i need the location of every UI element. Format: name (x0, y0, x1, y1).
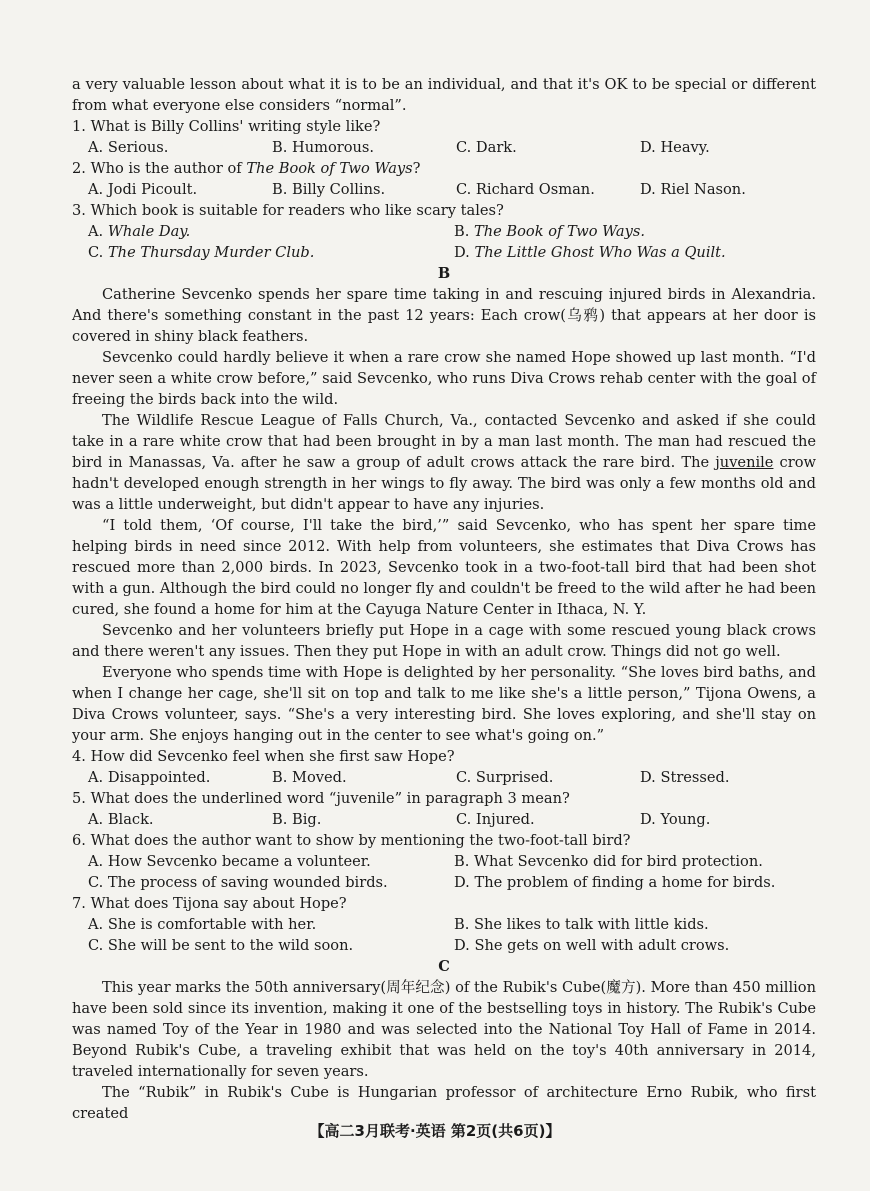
option: A. How Sevcenko became a volunteer. (88, 853, 371, 870)
underlined-word: juvenile (715, 454, 774, 471)
question-2-suffix: ? (412, 160, 421, 177)
option: C. Dark. (456, 139, 517, 156)
option: B. She likes to talk with little kids. (454, 916, 709, 933)
option: A. She is comfortable with her. (88, 916, 317, 933)
option: D. Stressed. (640, 769, 730, 786)
option (88, 242, 454, 263)
option: D. Riel Nason. (640, 181, 746, 198)
option-letter: B. (454, 223, 475, 240)
option: D. Heavy. (640, 139, 710, 156)
question-7-options (72, 914, 816, 956)
page-footer: 【高二3月联考·英语 第2页(共6页)】 (309, 1122, 561, 1140)
question-7: 7. What does Tijona say about Hope? (72, 895, 347, 912)
question-4: 4. How did Sevcenko feel when she first saw Hope? (72, 748, 455, 765)
question-1-options (72, 137, 816, 158)
question-5-options (72, 809, 816, 830)
option: B. Big. (272, 811, 322, 828)
option-letter: C. (88, 244, 108, 261)
question-5: 5. What does the underlined word “juvenile” in paragraph 3 mean? (72, 790, 570, 807)
book-title: The Thursday Murder Club. (107, 244, 315, 261)
book-title: The Book of Two Ways (246, 160, 413, 177)
paragraph-text: The Wildlife Rescue League of Falls Church, Va., contacted Sevcenko and asked if she could take in a rare white crow that had been brought in by a man last month. The man had rescued the bird in Manassas, Va. after he saw a group of adult crows attack the rare bird. The (72, 412, 816, 471)
option (454, 221, 816, 242)
exam-page (72, 74, 816, 1124)
book-title: Whale Day. (107, 223, 191, 240)
section-b-paragraph-1: Catherine Sevcenko spends her spare time taking in and rescuing injured birds in Alexandria. And there's something constant in the past 12 years: Each crow(乌鸦) that appears at her door is covered in shiny black feathers. (72, 286, 816, 345)
section-c-paragraph-1: This year marks the 50th anniversary(周年纪念) of the Rubik's Cube(魔方). More than 450 million have been sold since its invention, making it one of the bestselling toys in history. The Rubik's Cube was named Toy of the Year in 1980 and was selected into the National Toy Hall of Fame in 2014. Beyond Rubik's Cube, a traveling exhibit that was held on the toy's 40th anniversary in 2014, traveled internationally for seven years. (72, 979, 816, 1080)
question-3: 3. Which book is suitable for readers who like scary tales? (72, 202, 504, 219)
option-letter: A. (88, 223, 108, 240)
option: A. Serious. (88, 139, 169, 156)
option: C. She will be sent to the wild soon. (88, 937, 354, 954)
question-4-options (72, 767, 816, 788)
option: B. Billy Collins. (272, 181, 386, 198)
option: D. Young. (640, 811, 711, 828)
section-b-paragraph-4: “I told them, ‘Of course, I'll take the bird,’” said Sevcenko, who has spent her spare time helping birds in need since 2012. With help from volunteers, she estimates that Diva Crows has rescued more than 2,000 birds. In 2023, Sevcenko took in a two-foot-tall bird that had been shot with a gun. Although the bird could no longer fly and couldn't be freed to the wild after he had been cured, she found a home for him at the Cayuga Nature Center in Ithaca, N. Y. (72, 517, 816, 618)
option (88, 221, 454, 242)
question-1: 1. What is Billy Collins' writing style like? (72, 118, 381, 135)
book-title: The Little Ghost Who Was a Quilt. (474, 244, 726, 261)
option: A. Disappointed. (88, 769, 211, 786)
option: D. The problem of finding a home for birds. (454, 874, 776, 891)
option: B. Moved. (272, 769, 347, 786)
question-6-options (72, 851, 816, 893)
option: B. Humorous. (272, 139, 375, 156)
paragraph-text: crow hadn't developed enough strength in her wings to fly away. The bird was only a few months old and was a little underweight, but didn't appear to have any injuries. (72, 454, 816, 513)
option: A. Black. (88, 811, 154, 828)
option: D. She gets on well with adult crows. (454, 937, 730, 954)
option: C. The process of saving wounded birds. (88, 874, 388, 891)
option: A. Jodi Picoult. (88, 181, 198, 198)
question-2-stem: 2. Who is the author of (72, 160, 247, 177)
option (454, 242, 816, 263)
question-2 (72, 158, 816, 179)
section-b-paragraph-2: Sevcenko could hardly believe it when a rare crow she named Hope showed up last month. “I'd never seen a white crow before,” said Sevcenko, who runs Diva Crows rehab center with the goal of freeing the birds back into the wild. (72, 349, 816, 408)
section-b-paragraph-6: Everyone who spends time with Hope is delighted by her personality. “She loves bird baths, and when I change her cage, she'll sit on top and talk to me like she's a little person,” Tijona Owens, a Diva Crows volunteer, says. “She's a very interesting bird. She loves exploring, and she'll stay on your arm. She enjoys hanging out in the center to see what's going on.” (72, 664, 816, 744)
question-6: 6. What does the author want to show by mentioning the two-foot-tall bird? (72, 832, 631, 849)
option: C. Injured. (456, 811, 535, 828)
section-c-heading: C (438, 958, 450, 975)
question-3-options (72, 221, 816, 263)
intro-paragraph: a very valuable lesson about what it is to be an individual, and that it's OK to be special or different from what everyone else considers “normal”. (72, 76, 816, 114)
option: C. Richard Osman. (456, 181, 595, 198)
option: B. What Sevcenko did for bird protection. (454, 853, 763, 870)
book-title: The Book of Two Ways. (474, 223, 645, 240)
section-b-heading: B (437, 265, 451, 282)
option: C. Surprised. (456, 769, 554, 786)
section-b-paragraph-3 (72, 410, 816, 515)
option-letter: D. (454, 244, 475, 261)
section-b-paragraph-5: Sevcenko and her volunteers briefly put Hope in a cage with some rescued young black crows and there weren't any issues. Then they put Hope in with an adult crow. Things did not go well. (72, 622, 816, 660)
question-2-options (72, 179, 816, 200)
section-c-paragraph-2: The “Rubik” in Rubik's Cube is Hungarian professor of architecture Erno Rubik, who first created (72, 1084, 816, 1122)
